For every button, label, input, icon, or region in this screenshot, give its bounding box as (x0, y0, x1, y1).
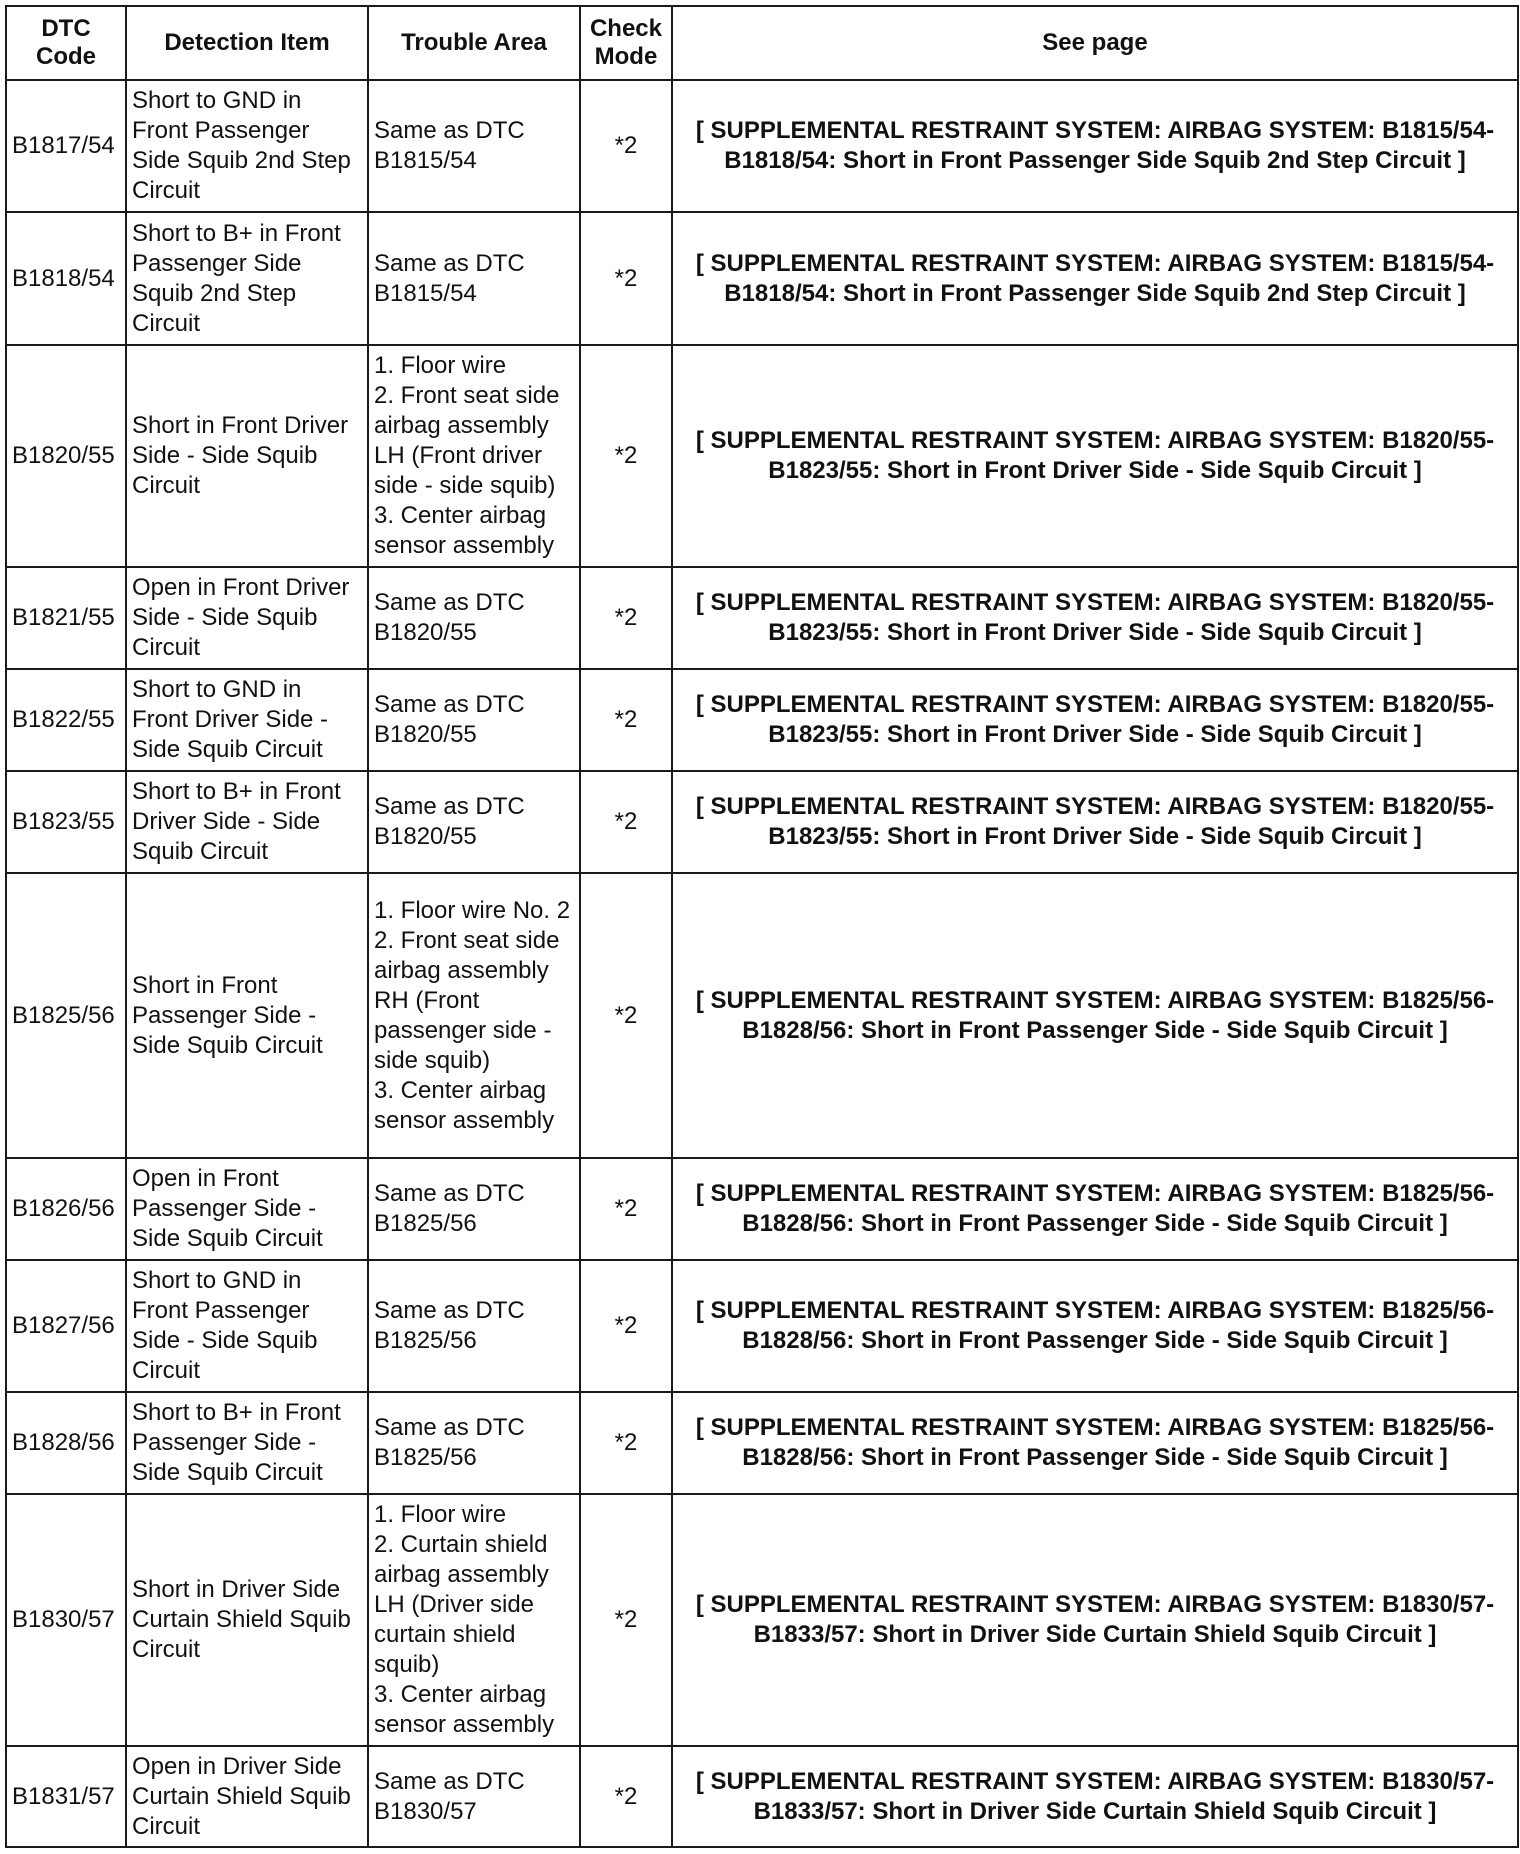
table-row (6, 1494, 1518, 1746)
detection-item-cell: Open in Driver Side Curtain Shield Squib Circuit (126, 1746, 368, 1847)
detection-item-cell: Short to B+ in Front Passenger Side Squib 2nd Step Circuit (126, 212, 368, 345)
check-mode-cell: *2 (580, 1392, 672, 1494)
dtc-code-cell: B1828/56 (6, 1392, 126, 1494)
trouble-area-line: Same as DTC B1820/55 (374, 589, 525, 646)
detection-item-cell: Short to GND in Front Driver Side - Side Squib Circuit (126, 669, 368, 771)
check-mode-cell: *2 (580, 669, 672, 771)
see-page-link[interactable]: [ SUPPLEMENTAL RESTRAINT SYSTEM: AIRBAG SYSTEM: B1815/54-B1818/54: Short in Front Passenger Side Squib 2nd Step Circuit ] (672, 80, 1518, 212)
header-dtc-code: DTC Code (6, 6, 126, 80)
check-mode-cell: *2 (580, 80, 672, 212)
trouble-area-cell (368, 1158, 580, 1260)
check-mode-cell: *2 (580, 771, 672, 873)
table-row (6, 873, 1518, 1158)
table-row (6, 212, 1518, 345)
see-page-link[interactable]: [ SUPPLEMENTAL RESTRAINT SYSTEM: AIRBAG SYSTEM: B1830/57-B1833/57: Short in Driver Side Curtain Shield Squib Circuit ] (672, 1494, 1518, 1746)
detection-item-cell: Short to GND in Front Passenger Side Squib 2nd Step Circuit (126, 80, 368, 212)
dtc-code-cell: B1825/56 (6, 873, 126, 1158)
table-header (6, 6, 1518, 80)
trouble-area-line: 3. Center airbag sensor assembly (374, 502, 555, 559)
table-row (6, 567, 1518, 669)
dtc-code-cell: B1821/55 (6, 567, 126, 669)
table-row (6, 669, 1518, 771)
dtc-code-cell: B1830/57 (6, 1494, 126, 1746)
check-mode-cell: *2 (580, 345, 672, 567)
table-row (6, 1158, 1518, 1260)
see-page-link[interactable]: [ SUPPLEMENTAL RESTRAINT SYSTEM: AIRBAG SYSTEM: B1820/55-B1823/55: Short in Front Driver Side - Side Squib Circuit ] (672, 669, 1518, 771)
dtc-table-container (5, 5, 1519, 1848)
see-page-link[interactable]: [ SUPPLEMENTAL RESTRAINT SYSTEM: AIRBAG SYSTEM: B1815/54-B1818/54: Short in Front Passenger Side Squib 2nd Step Circuit ] (672, 212, 1518, 345)
see-page-link[interactable]: [ SUPPLEMENTAL RESTRAINT SYSTEM: AIRBAG SYSTEM: B1825/56-B1828/56: Short in Front Passenger Side - Side Squib Circuit ] (672, 1392, 1518, 1494)
check-mode-cell: *2 (580, 1746, 672, 1847)
trouble-area-line: 3. Center airbag sensor assembly (374, 1681, 555, 1738)
trouble-area-line: Same as DTC B1825/56 (374, 1180, 525, 1237)
trouble-area-cell (368, 1494, 580, 1746)
trouble-area-line: Same as DTC B1825/56 (374, 1297, 525, 1354)
detection-item-cell: Short to B+ in Front Driver Side - Side Squib Circuit (126, 771, 368, 873)
see-page-link[interactable]: [ SUPPLEMENTAL RESTRAINT SYSTEM: AIRBAG SYSTEM: B1825/56-B1828/56: Short in Front Passenger Side - Side Squib Circuit ] (672, 1158, 1518, 1260)
check-mode-cell: *2 (580, 1260, 672, 1392)
see-page-link[interactable]: [ SUPPLEMENTAL RESTRAINT SYSTEM: AIRBAG SYSTEM: B1820/55-B1823/55: Short in Front Driver Side - Side Squib Circuit ] (672, 771, 1518, 873)
trouble-area-line: Same as DTC B1820/55 (374, 793, 525, 850)
dtc-code-cell: B1831/57 (6, 1746, 126, 1847)
table-row (6, 1746, 1518, 1847)
dtc-table (5, 5, 1519, 1848)
trouble-area-cell (368, 567, 580, 669)
trouble-area-cell (368, 771, 580, 873)
trouble-area-cell (368, 212, 580, 345)
detection-item-cell: Short in Driver Side Curtain Shield Squib Circuit (126, 1494, 368, 1746)
table-row (6, 771, 1518, 873)
trouble-area-cell (368, 345, 580, 567)
see-page-link[interactable]: [ SUPPLEMENTAL RESTRAINT SYSTEM: AIRBAG SYSTEM: B1830/57-B1833/57: Short in Driver Side Curtain Shield Squib Circuit ] (672, 1746, 1518, 1847)
table-row (6, 1260, 1518, 1392)
trouble-area-line: 1. Floor wire (374, 1501, 507, 1528)
header-row (6, 6, 1518, 80)
table-row (6, 345, 1518, 567)
trouble-area-cell (368, 80, 580, 212)
header-detection-item: Detection Item (126, 6, 368, 80)
check-mode-cell: *2 (580, 567, 672, 669)
check-mode-cell: *2 (580, 873, 672, 1158)
trouble-area-line: Same as DTC B1825/56 (374, 1414, 525, 1471)
dtc-code-cell: B1822/55 (6, 669, 126, 771)
header-trouble-area: Trouble Area (368, 6, 580, 80)
dtc-code-cell: B1820/55 (6, 345, 126, 567)
detection-item-cell: Open in Front Passenger Side - Side Squib Circuit (126, 1158, 368, 1260)
detection-item-cell: Short in Front Passenger Side - Side Squib Circuit (126, 873, 368, 1158)
header-see-page: See page (672, 6, 1518, 80)
check-mode-cell: *2 (580, 212, 672, 345)
dtc-code-cell: B1818/54 (6, 212, 126, 345)
table-body (6, 80, 1518, 1847)
see-page-link[interactable]: [ SUPPLEMENTAL RESTRAINT SYSTEM: AIRBAG SYSTEM: B1820/55-B1823/55: Short in Front Driver Side - Side Squib Circuit ] (672, 345, 1518, 567)
trouble-area-line: 2. Front seat side airbag assembly LH (Front driver side - side squib) (374, 382, 560, 499)
detection-item-cell: Short to B+ in Front Passenger Side - Side Squib Circuit (126, 1392, 368, 1494)
trouble-area-line: 1. Floor wire No. 2 (374, 896, 571, 924)
trouble-area-line: 2. Front seat side airbag assembly RH (Front passenger side - side squib) (374, 926, 560, 1074)
check-mode-cell: *2 (580, 1158, 672, 1260)
trouble-area-cell (368, 873, 580, 1158)
trouble-area-cell (368, 1260, 580, 1392)
dtc-code-cell: B1817/54 (6, 80, 126, 212)
trouble-area-line: Same as DTC B1815/54 (374, 117, 525, 174)
see-page-link[interactable]: [ SUPPLEMENTAL RESTRAINT SYSTEM: AIRBAG SYSTEM: B1820/55-B1823/55: Short in Front Driver Side - Side Squib Circuit ] (672, 567, 1518, 669)
trouble-area-line: Same as DTC B1820/55 (374, 691, 525, 748)
see-page-link[interactable]: [ SUPPLEMENTAL RESTRAINT SYSTEM: AIRBAG SYSTEM: B1825/56-B1828/56: Short in Front Passenger Side - Side Squib Circuit ] (672, 1260, 1518, 1392)
check-mode-cell: *2 (580, 1494, 672, 1746)
trouble-area-line: 1. Floor wire (374, 352, 507, 379)
detection-item-cell: Short in Front Driver Side - Side Squib Circuit (126, 345, 368, 567)
trouble-area-line: Same as DTC B1830/57 (374, 1767, 525, 1825)
trouble-area-line: 3. Center airbag sensor assembly (374, 1076, 555, 1134)
trouble-area-cell (368, 1392, 580, 1494)
detection-item-cell: Short to GND in Front Passenger Side - Side Squib Circuit (126, 1260, 368, 1392)
trouble-area-line: Same as DTC B1815/54 (374, 249, 525, 307)
table-row (6, 80, 1518, 212)
header-check-mode: Check Mode (580, 6, 672, 80)
trouble-area-cell (368, 1746, 580, 1847)
detection-item-cell: Open in Front Driver Side - Side Squib Circuit (126, 567, 368, 669)
trouble-area-line: 2. Curtain shield airbag assembly LH (Driver side curtain shield squib) (374, 1531, 549, 1678)
see-page-link[interactable]: [ SUPPLEMENTAL RESTRAINT SYSTEM: AIRBAG SYSTEM: B1825/56-B1828/56: Short in Front Passenger Side - Side Squib Circuit ] (672, 873, 1518, 1158)
dtc-code-cell: B1827/56 (6, 1260, 126, 1392)
dtc-code-cell: B1826/56 (6, 1158, 126, 1260)
table-row (6, 1392, 1518, 1494)
dtc-code-cell: B1823/55 (6, 771, 126, 873)
trouble-area-cell (368, 669, 580, 771)
